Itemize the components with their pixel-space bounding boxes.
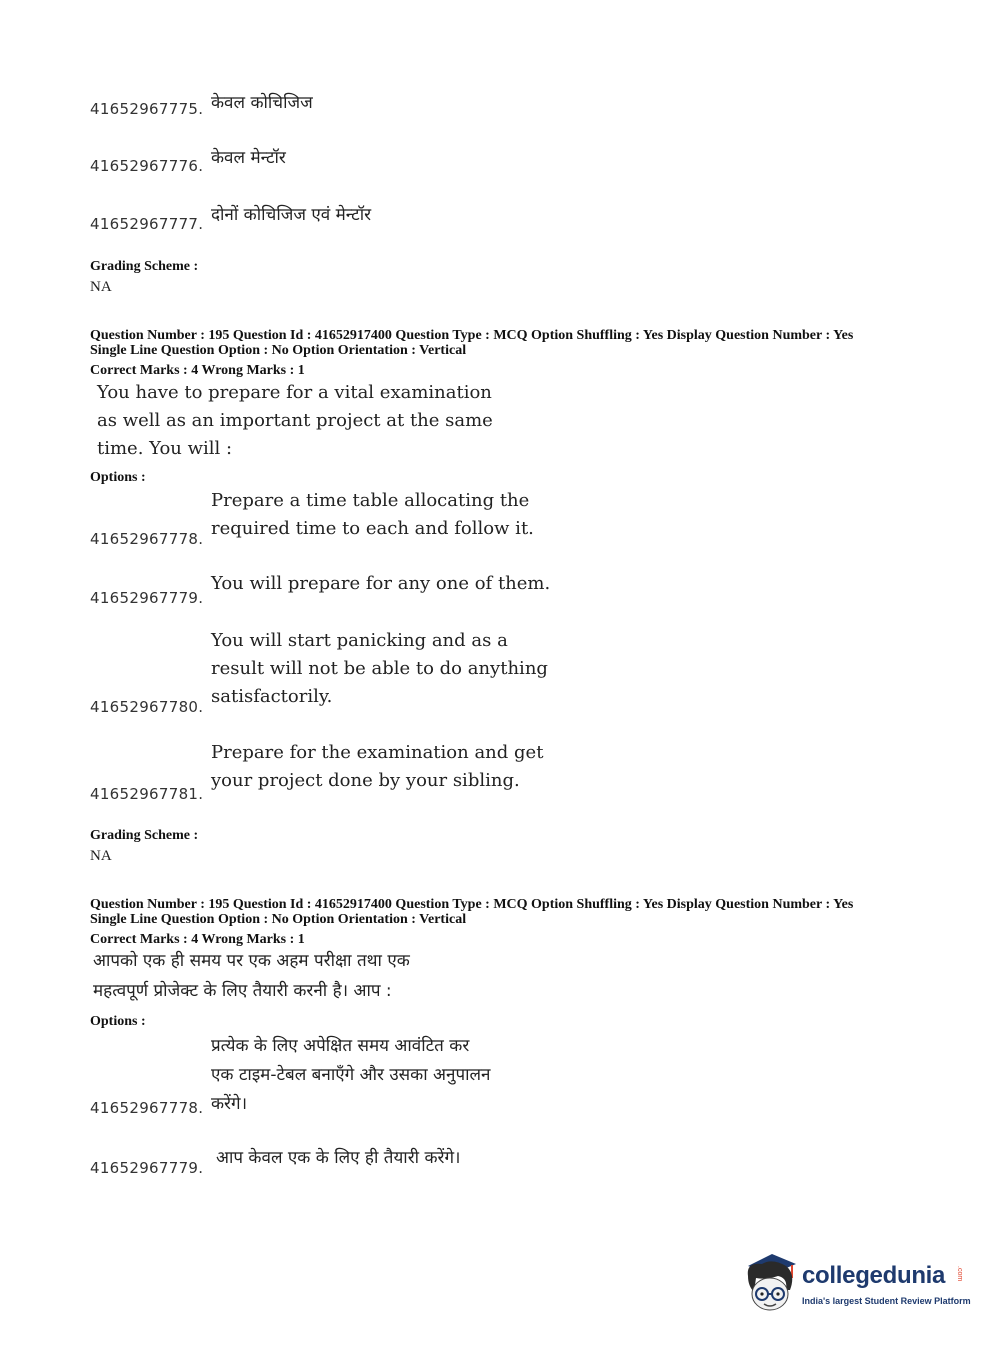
question-line: महत्वपूर्ण प्रोजेक्ट के लिए तैयारी करनी है। आप :: [93, 981, 392, 1001]
option-line: result will not be able to do anything: [211, 658, 548, 679]
question-line: You have to prepare for a vital examination: [97, 382, 492, 403]
option-line: एक टाइम-टेबल बनाएँगे और उसका अनुपालन: [211, 1065, 491, 1085]
question-line: आपको एक ही समय पर एक अहम परीक्षा तथा एक: [93, 951, 410, 971]
option-id: 41652967776.: [90, 157, 204, 175]
option-id: 41652967778.: [90, 530, 204, 548]
option-line: You will prepare for any one of them.: [211, 573, 551, 594]
option-text: [211, 1032, 490, 1119]
option-line: You will start panicking and as a: [211, 630, 508, 651]
option-line: आप केवल एक के लिए ही तैयारी करेंगे।: [216, 1148, 461, 1168]
option-id: 41652967775.: [90, 100, 204, 118]
option-id: 41652967779.: [90, 1159, 204, 1177]
option-text: [211, 627, 548, 711]
grading-scheme-value: NA: [90, 848, 112, 864]
options-label: Options :: [90, 1014, 146, 1029]
option-line: प्रत्येक के लिए अपेक्षित समय आवंटित कर: [211, 1036, 470, 1056]
option-line: your project done by your sibling.: [211, 770, 520, 791]
option-text: [211, 487, 534, 543]
option-line: Prepare a time table allocating the: [211, 490, 530, 511]
option-id: 41652967779.: [90, 589, 204, 607]
option-text: केवल कोचिजिज: [211, 93, 313, 113]
question-text: [93, 946, 410, 1006]
collegedunia-logo: [742, 1250, 972, 1312]
grading-scheme-label: Grading Scheme :: [90, 828, 199, 843]
question-marks: Correct Marks : 4 Wrong Marks : 1: [90, 363, 305, 378]
option-text: [211, 570, 550, 598]
question-line: as well as an important project at the same: [97, 410, 493, 431]
logo-domain: .com: [956, 1266, 963, 1282]
option-line: करेंगे।: [211, 1094, 248, 1114]
option-text: केवल मेन्टॉर: [211, 148, 286, 168]
question-meta-line2: Single Line Question Option : No Option Orientation : Vertical: [90, 343, 467, 358]
option-line: Prepare for the examination and get: [211, 742, 544, 763]
question-meta-line1: Question Number : 195 Question Id : 41652917400 Question Type : MCQ Option Shuffling : Yes Display Question Number : Yes: [90, 897, 854, 912]
logo-tagline: India's largest Student Review Platform: [802, 1296, 971, 1306]
options-label: Options :: [90, 470, 146, 485]
question-marks: Correct Marks : 4 Wrong Marks : 1: [90, 932, 305, 947]
option-id: 41652967781.: [90, 785, 204, 803]
grading-scheme-value: NA: [90, 279, 112, 295]
option-id: 41652967780.: [90, 698, 204, 716]
question-line: time. You will :: [97, 438, 233, 459]
option-text: [216, 1144, 461, 1172]
option-line: required time to each and follow it.: [211, 518, 534, 539]
grading-scheme-label: Grading Scheme :: [90, 259, 199, 274]
option-text: दोनों कोचिजिज एवं मेन्टॉर: [211, 205, 372, 225]
question-meta-line2: Single Line Question Option : No Option Orientation : Vertical: [90, 912, 467, 927]
question-text: [97, 379, 493, 463]
logo-wordmark: collegedunia: [802, 1262, 946, 1289]
option-id: 41652967778.: [90, 1099, 204, 1117]
question-meta-line1: Question Number : 195 Question Id : 41652917400 Question Type : MCQ Option Shuffling : Yes Display Question Number : Yes: [90, 328, 854, 343]
option-id: 41652967777.: [90, 215, 204, 233]
option-line: satisfactorily.: [211, 686, 333, 707]
mascot-icon: [742, 1250, 800, 1312]
option-text: [211, 739, 543, 795]
